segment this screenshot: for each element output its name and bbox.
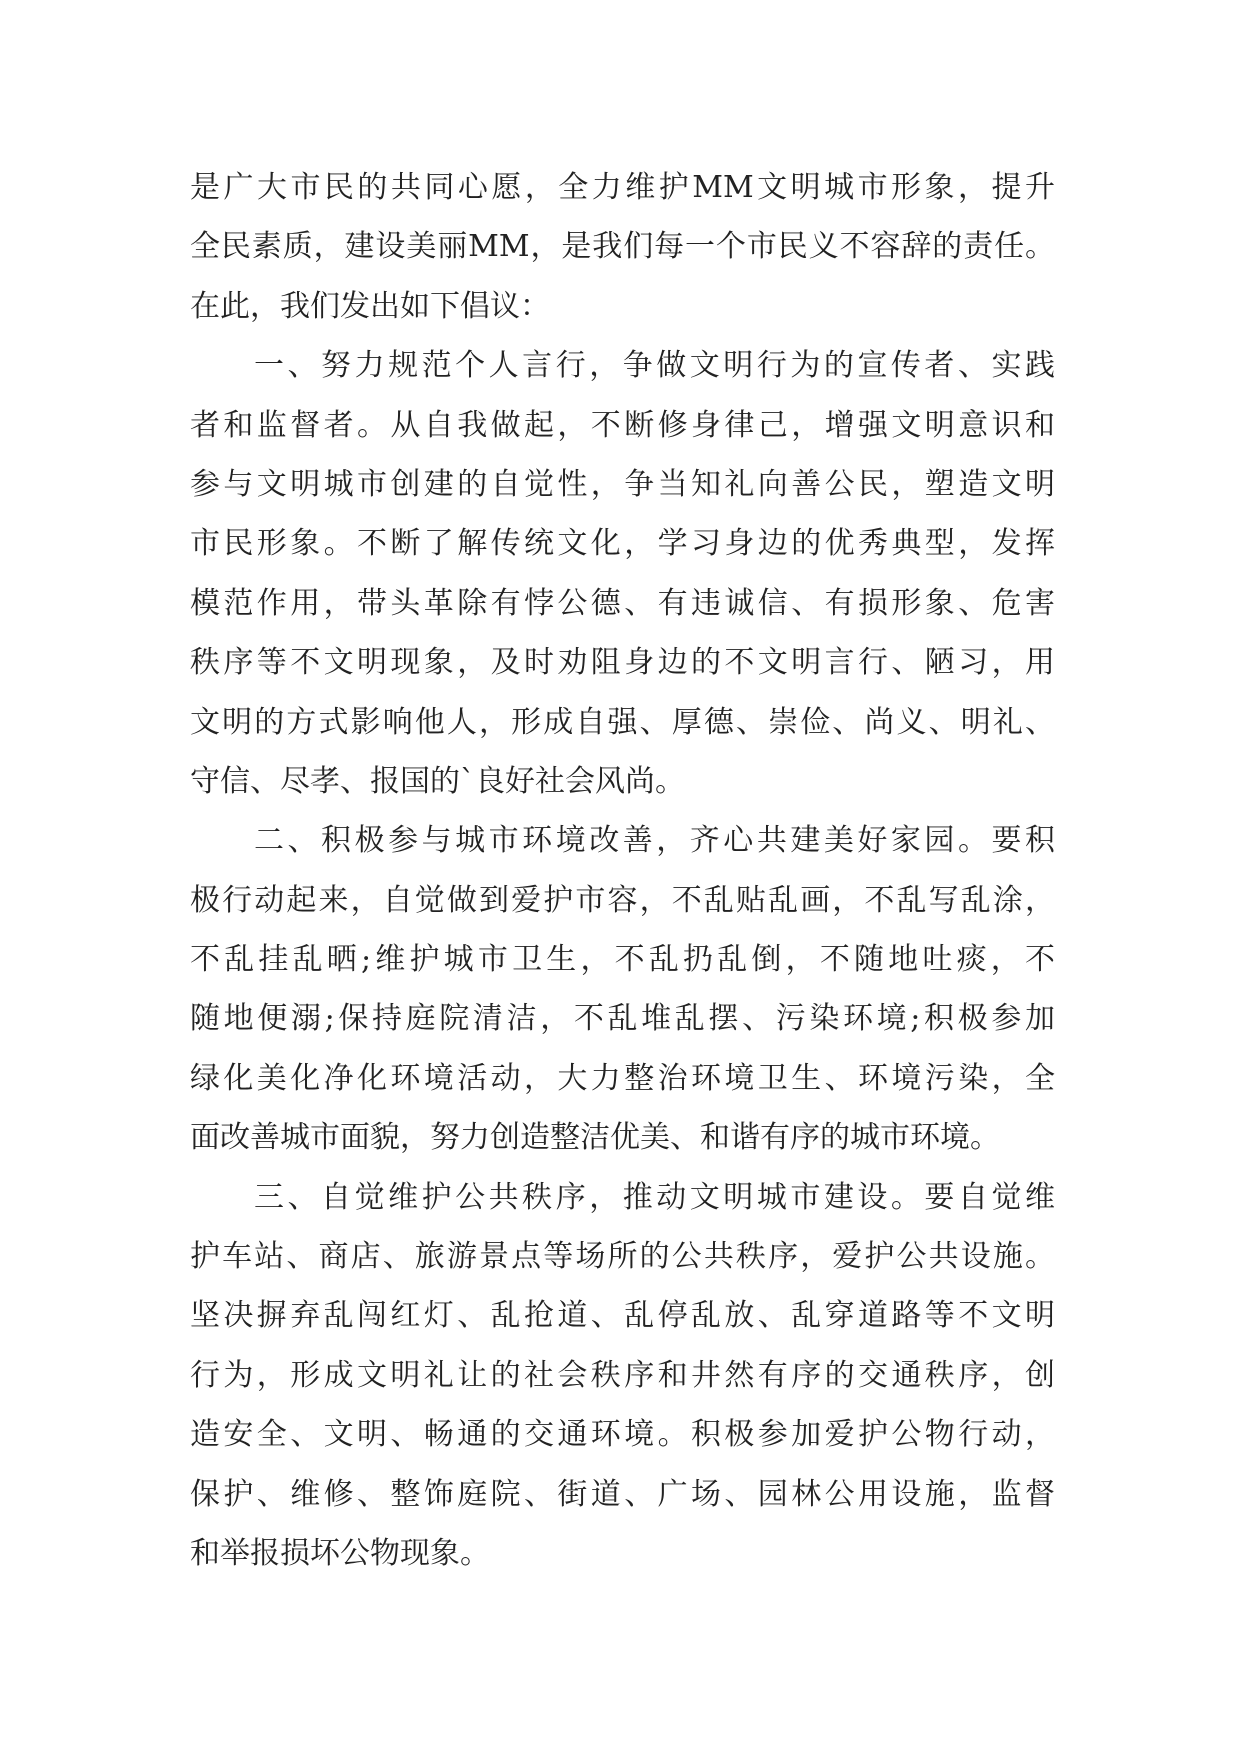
text-line: 坚决摒弃乱闯红灯、乱抢道、乱停乱放、乱穿道路等不文明 [190, 1298, 1055, 1334]
text-line: 文明的方式影响他人，形成自强、厚德、崇俭、尚义、明礼、 [190, 704, 1055, 740]
text-line: 市民形象。不断了解传统文化，学习身边的优秀典型，发挥 [190, 526, 1055, 562]
document-body [190, 158, 1055, 1583]
text-line: 参与文明城市创建的自觉性，争当知礼向善公民，塑造文明 [190, 466, 1055, 502]
text-line: 保护、维修、整饰庭院、街道、广场、园林公用设施，监督 [190, 1476, 1055, 1512]
text-line: 面改善城市面貌，努力创造整洁优美、和谐有序的城市环境。 [190, 1120, 1000, 1156]
text-line: 守信、尽孝、报国的`良好社会风尚。 [190, 763, 685, 799]
text-line: 和举报损坏公物现象。 [190, 1535, 490, 1571]
paragraph-first-line: 二、积极参与城市环境改善，齐心共建美好家园。要积 [254, 823, 1055, 859]
text-line: 全民素质，建设美丽MM，是我们每一个市民义不容辞的责任。 [190, 229, 1055, 265]
text-line: 在此，我们发出如下倡议： [190, 288, 550, 324]
paragraph-first-line: 三、自觉维护公共秩序，推动文明城市建设。要自觉维 [254, 1179, 1055, 1215]
text-line: 行为，形成文明礼让的社会秩序和井然有序的交通秩序，创 [190, 1357, 1055, 1393]
text-line: 是广大市民的共同心愿，全力维护MM文明城市形象，提升 [190, 170, 1055, 205]
text-line: 随地便溺;保持庭院清洁，不乱堆乱摆、污染环境;积极参加 [190, 1001, 1055, 1037]
text-line: 绿化美化净化环境活动，大力整治环境卫生、环境污染，全 [190, 1060, 1055, 1096]
text-line: 不乱挂乱晒;维护城市卫生，不乱扔乱倒，不随地吐痰，不 [190, 942, 1055, 978]
text-line: 秩序等不文明现象，及时劝阻身边的不文明言行、陋习，用 [190, 645, 1055, 681]
text-line: 极行动起来，自觉做到爱护市容，不乱贴乱画，不乱写乱涂， [190, 882, 1055, 918]
paragraph-first-line: 一、努力规范个人言行，争做文明行为的宣传者、实践 [254, 348, 1055, 384]
text-line: 造安全、文明、畅通的交通环境。积极参加爱护公物行动， [190, 1417, 1055, 1453]
text-line: 者和监督者。从自我做起，不断修身律己，增强文明意识和 [190, 407, 1055, 443]
text-line: 模范作用，带头革除有悖公德、有违诚信、有损形象、危害 [190, 585, 1055, 621]
text-line: 护车站、商店、旅游景点等场所的公共秩序，爱护公共设施。 [190, 1239, 1055, 1275]
